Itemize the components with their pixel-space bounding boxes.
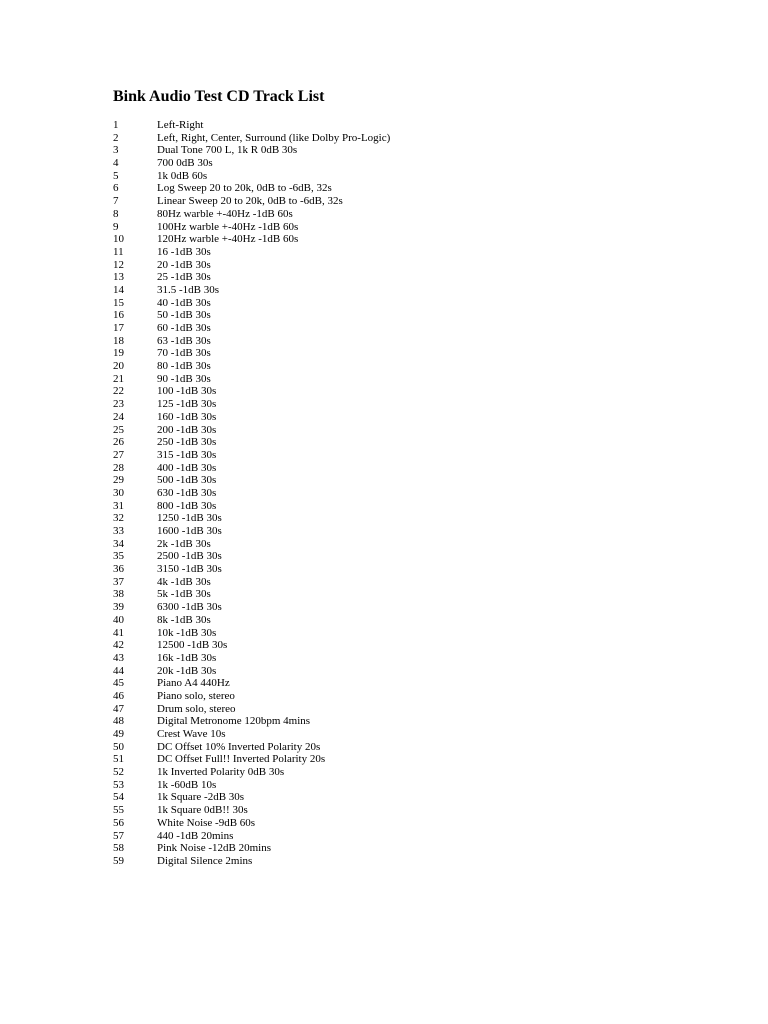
track-number: 38: [113, 588, 124, 601]
track-number: 33: [113, 525, 124, 537]
track-row: [113, 639, 713, 652]
track-number: 11: [113, 245, 124, 258]
track-row: [113, 804, 713, 817]
track-row: [113, 677, 713, 690]
track-number: 27: [113, 448, 124, 461]
track-number: 20: [113, 360, 124, 373]
track-number: 6: [113, 182, 119, 195]
track-row: [113, 550, 713, 563]
track-number: 39: [113, 601, 124, 614]
track-number: 31: [113, 499, 124, 512]
track-description: 1k Inverted Polarity 0dB 30s: [157, 766, 285, 779]
track-row: [113, 322, 713, 335]
track-row: [113, 703, 713, 716]
track-description: Pink Noise -12dB 20mins: [157, 842, 271, 855]
track-description: 100 -1dB 30s: [157, 385, 217, 398]
track-number: 23: [113, 398, 124, 411]
track-description: 800 -1dB 30s: [157, 499, 217, 512]
track-number: 8: [113, 207, 119, 220]
track-number: 30: [113, 486, 124, 499]
track-description: 1k -60dB 10s: [157, 778, 217, 791]
track-row: [113, 728, 713, 741]
track-description: 40 -1dB 30s: [157, 296, 211, 309]
track-number: 2: [113, 131, 119, 144]
track-number: 35: [113, 550, 124, 563]
track-description: 80Hz warble +-40Hz -1dB 60s: [157, 207, 293, 220]
track-description: 16 -1dB 30s: [157, 245, 211, 258]
track-description: 1k Square 0dB!! 30s: [157, 804, 248, 817]
track-description: 2k -1dB 30s: [157, 537, 211, 550]
track-description: 16k -1dB 30s: [157, 651, 217, 664]
track-row: [113, 690, 713, 703]
track-description: 60 -1dB 30s: [157, 322, 211, 334]
track-description: Drum solo, stereo: [157, 702, 236, 715]
track-description: 80 -1dB 30s: [157, 360, 211, 373]
track-row: [113, 474, 713, 487]
track-row: [113, 347, 713, 360]
track-number: 7: [113, 195, 119, 208]
track-row: [113, 132, 713, 145]
track-row: [113, 424, 713, 437]
track-row: [113, 665, 713, 678]
track-description: Piano solo, stereo: [157, 689, 235, 702]
track-number: 54: [113, 791, 124, 804]
track-row: [113, 385, 713, 398]
track-description: 2500 -1dB 30s: [157, 550, 222, 563]
track-number: 52: [113, 766, 124, 779]
track-row: [113, 233, 713, 246]
track-description: 500 -1dB 30s: [157, 474, 217, 487]
track-number: 50: [113, 740, 124, 753]
track-number: 22: [113, 385, 124, 398]
track-row: [113, 411, 713, 424]
track-number: 42: [113, 639, 124, 652]
track-number: 51: [113, 753, 124, 766]
track-row: [113, 588, 713, 601]
track-description: DC Offset Full!! Inverted Polarity 20s: [157, 753, 326, 766]
track-description: Linear Sweep 20 to 20k, 0dB to -6dB, 32s: [157, 195, 343, 208]
track-row: [113, 170, 713, 183]
track-description: 125 -1dB 30s: [157, 398, 217, 411]
track-row: [113, 614, 713, 627]
track-number: 25: [113, 423, 124, 436]
track-description: 700 0dB 30s: [157, 157, 213, 170]
track-row: [113, 373, 713, 386]
track-description: Digital Metronome 120bpm 4mins: [157, 715, 311, 728]
track-description: 6300 -1dB 30s: [157, 601, 222, 614]
track-description: 100Hz warble +-40Hz -1dB 60s: [157, 220, 299, 233]
track-description: 1k Square -2dB 30s: [157, 791, 245, 804]
track-description: 25 -1dB 30s: [157, 271, 211, 284]
track-row: [113, 398, 713, 411]
track-row: [113, 753, 713, 766]
track-description: 50 -1dB 30s: [157, 309, 211, 322]
track-row: [113, 525, 713, 538]
track-description: 5k -1dB 30s: [157, 588, 211, 601]
track-description: 4k -1dB 30s: [157, 575, 211, 588]
track-description: 20 -1dB 30s: [157, 258, 211, 271]
track-row: [113, 449, 713, 462]
track-number: 16: [113, 309, 124, 322]
track-description: 70 -1dB 30s: [157, 347, 211, 360]
track-number: 17: [113, 322, 124, 334]
track-number: 13: [113, 271, 124, 284]
track-number: 19: [113, 347, 124, 360]
track-description: 3150 -1dB 30s: [157, 563, 222, 576]
track-number: 40: [113, 613, 124, 626]
track-number: 53: [113, 778, 124, 791]
track-description: White Noise -9dB 60s: [157, 816, 256, 829]
track-description: 250 -1dB 30s: [157, 436, 217, 449]
track-number: 48: [113, 715, 124, 728]
track-description: Left-Right: [157, 119, 204, 131]
track-description: Log Sweep 20 to 20k, 0dB to -6dB, 32s: [157, 182, 332, 195]
track-description: 1250 -1dB 30s: [157, 512, 222, 525]
track-row: [113, 221, 713, 234]
track-row: [113, 284, 713, 297]
track-row: [113, 246, 713, 259]
track-description: Crest Wave 10s: [157, 728, 226, 740]
track-number: 28: [113, 461, 124, 474]
track-description: 12500 -1dB 30s: [157, 639, 228, 652]
track-row: [113, 715, 713, 728]
track-description: Left, Right, Center, Surround (like Dolby Pro-Logic): [157, 131, 391, 144]
track-description: 90 -1dB 30s: [157, 372, 211, 385]
track-description: 120Hz warble +-40Hz -1dB 60s: [157, 233, 299, 246]
track-number: 47: [113, 702, 124, 715]
track-row: [113, 741, 713, 754]
track-description: 160 -1dB 30s: [157, 410, 217, 423]
track-number: 1: [113, 119, 119, 131]
track-row: [113, 791, 713, 804]
track-row: [113, 576, 713, 589]
track-number: 58: [113, 842, 124, 855]
track-row: [113, 779, 713, 792]
track-row: [113, 436, 713, 449]
track-row: [113, 157, 713, 170]
track-number: 14: [113, 283, 124, 296]
track-row: [113, 182, 713, 195]
track-row: [113, 830, 713, 843]
track-row: [113, 309, 713, 322]
track-number: 29: [113, 474, 124, 487]
track-description: 200 -1dB 30s: [157, 423, 217, 436]
track-number: 24: [113, 410, 124, 423]
track-row: [113, 855, 713, 868]
track-row: [113, 195, 713, 208]
track-number: 41: [113, 626, 124, 639]
track-row: [113, 500, 713, 513]
track-row: [113, 208, 713, 221]
track-row: [113, 259, 713, 272]
track-description: 20k -1dB 30s: [157, 664, 217, 677]
track-description: 440 -1dB 20mins: [157, 829, 234, 842]
track-number: 59: [113, 854, 124, 867]
track-number: 21: [113, 372, 124, 385]
track-number: 4: [113, 157, 119, 170]
track-row: [113, 538, 713, 551]
track-row: [113, 652, 713, 665]
track-row: [113, 601, 713, 614]
track-row: [113, 766, 713, 779]
track-row: [113, 360, 713, 373]
track-number: 46: [113, 689, 124, 702]
track-number: 57: [113, 829, 124, 842]
track-row: [113, 144, 713, 157]
track-list: [113, 119, 713, 868]
track-number: 49: [113, 728, 124, 740]
track-description: 630 -1dB 30s: [157, 486, 217, 499]
track-number: 45: [113, 677, 124, 690]
track-row: [113, 842, 713, 855]
track-row: [113, 627, 713, 640]
track-description: 315 -1dB 30s: [157, 448, 217, 461]
track-row: [113, 563, 713, 576]
track-row: [113, 512, 713, 525]
track-description: 63 -1dB 30s: [157, 334, 211, 347]
track-description: 1k 0dB 60s: [157, 169, 208, 182]
track-description: Dual Tone 700 L, 1k R 0dB 30s: [157, 144, 298, 157]
track-description: 1600 -1dB 30s: [157, 525, 222, 537]
track-number: 55: [113, 804, 124, 817]
track-row: [113, 271, 713, 284]
track-number: 5: [113, 169, 119, 182]
track-row: [113, 297, 713, 310]
track-number: 9: [113, 220, 119, 233]
track-row: [113, 817, 713, 830]
track-number: 56: [113, 816, 124, 829]
track-number: 43: [113, 651, 124, 664]
track-row: [113, 462, 713, 475]
track-number: 15: [113, 296, 124, 309]
track-number: 34: [113, 537, 124, 550]
track-row: [113, 335, 713, 348]
track-description: 31.5 -1dB 30s: [157, 283, 220, 296]
track-description: 400 -1dB 30s: [157, 461, 217, 474]
track-number: 18: [113, 334, 124, 347]
track-description: Piano A4 440Hz: [157, 677, 230, 690]
track-number: 32: [113, 512, 124, 525]
track-number: 12: [113, 258, 124, 271]
track-description: 10k -1dB 30s: [157, 626, 217, 639]
track-number: 26: [113, 436, 124, 449]
document-title: Bink Audio Test CD Track List: [113, 88, 325, 105]
track-description: DC Offset 10% Inverted Polarity 20s: [157, 740, 321, 753]
track-number: 3: [113, 144, 119, 157]
track-description: Digital Silence 2mins: [157, 854, 253, 867]
track-description: 8k -1dB 30s: [157, 613, 211, 626]
track-number: 44: [113, 664, 124, 677]
track-row: [113, 487, 713, 500]
track-number: 37: [113, 575, 124, 588]
track-number: 10: [113, 233, 124, 246]
track-number: 36: [113, 563, 124, 576]
track-row: [113, 119, 713, 132]
